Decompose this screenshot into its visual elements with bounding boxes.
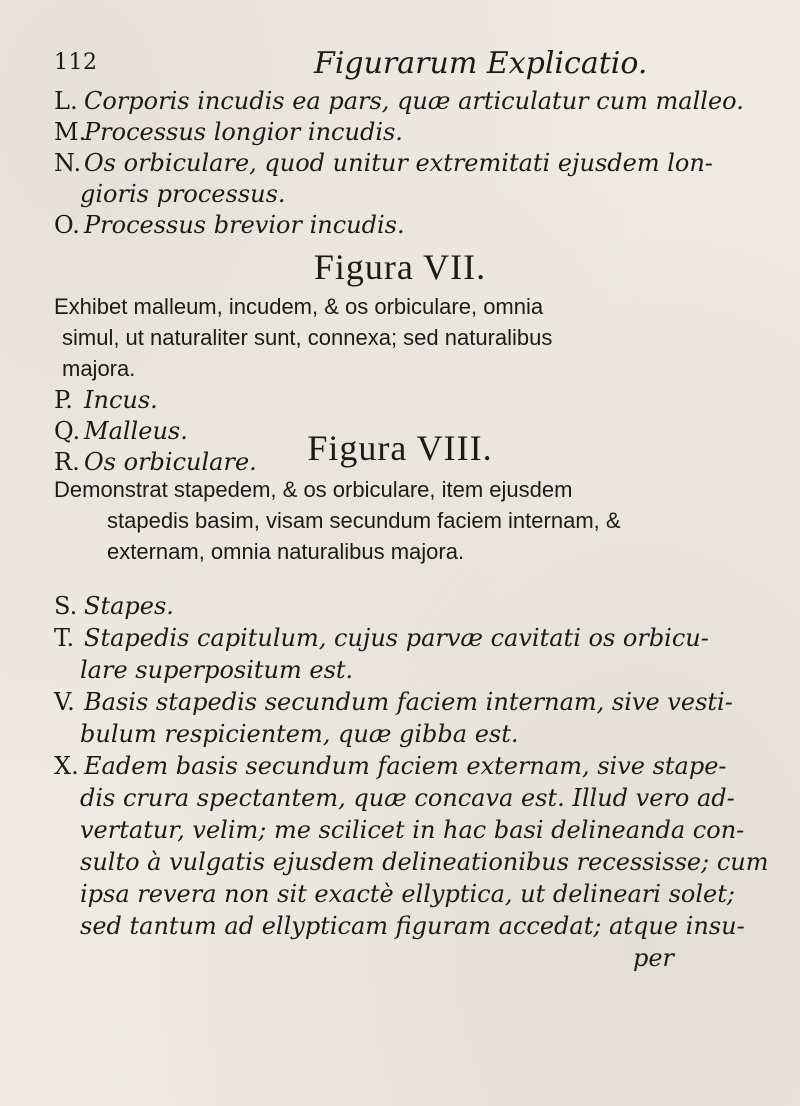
legend-entry-p [54, 385, 764, 416]
entry-letter: T. [54, 624, 75, 652]
entry-text: sed tantum ad ellypticam figuram accedat; atque insu- [80, 912, 745, 940]
legend-entry-x [54, 750, 764, 782]
legend-list-top [54, 86, 764, 241]
entry-letter: X. [54, 752, 79, 780]
catchword [54, 942, 764, 974]
legend-entry-x-continued [54, 846, 769, 878]
entry-letter: O. [54, 211, 80, 239]
legend-entry-n-continued [54, 179, 764, 210]
legend-entry-v [54, 686, 764, 718]
entry-text: Eadem basis secundum faciem externam, sive stape- [84, 752, 727, 780]
legend-entry-t [54, 622, 764, 654]
figure-8-legend [54, 590, 769, 974]
legend-entry-x-continued [54, 910, 764, 942]
legend-entry-o [54, 210, 764, 241]
entry-letter: S. [54, 592, 78, 620]
entry-letter: N. [54, 149, 82, 177]
running-title: Figurarum Explicatio. [314, 46, 648, 81]
figure-8-heading: Figura VIII. [307, 428, 493, 468]
legend-entry-v-continued [54, 718, 764, 750]
entry-text: Basis stapedis secundum faciem internam, sive vesti- [84, 688, 733, 716]
paragraph-line: stapedis basim, visam secundum faciem internam, & [107, 508, 621, 533]
entry-letter: L. [54, 87, 78, 115]
entry-text: Processus brevior incudis. [84, 211, 405, 239]
figure-7-heading: Figura VII. [313, 247, 487, 287]
entry-text: sulto à vulgatis ejusdem delineationibus recessisse; cum [80, 848, 769, 876]
entry-text: Corporis incudis ea pars, quæ articulatur cum malleo. [84, 87, 744, 115]
entry-text: gioris processus. [80, 180, 286, 208]
paragraph-line: simul, ut naturaliter sunt, connexa; sed naturalibus [62, 325, 553, 350]
figure-7-description [54, 291, 552, 384]
entry-text: Stapes. [84, 592, 174, 620]
entry-letter: R. [54, 448, 80, 476]
figure-8-description [54, 474, 621, 567]
legend-entry-l [54, 86, 764, 117]
entry-text: Incus. [84, 386, 158, 414]
entry-letter: P. [54, 386, 73, 414]
entry-text: Processus longior incudis. [84, 118, 403, 146]
page-number: 112 [54, 50, 98, 75]
entry-text: dis crura spectantem, quæ concava est. Illud vero ad- [80, 784, 735, 812]
paragraph-line: majora. [62, 356, 136, 381]
legend-entry-x-continued [54, 878, 764, 910]
page-header [54, 46, 754, 86]
paragraph-line: Demonstrat stapedem, & os orbiculare, item ejusdem [54, 477, 573, 502]
entry-text: ipsa revera non sit exactè ellyptica, ut delineari solet; [80, 880, 735, 908]
entry-text: vertatur, velim; me scilicet in hac basi delineanda con- [80, 816, 745, 844]
paragraph-line: externam, omnia naturalibus majora. [107, 539, 465, 564]
entry-text: Malleus. [84, 417, 188, 445]
legend-entry-t-continued [54, 654, 764, 686]
entry-text: lare superpositum est. [80, 656, 354, 684]
entry-text: Os orbiculare, quod unitur extremitati ejusdem lon- [84, 149, 713, 177]
entry-text: Stapedis capitulum, cujus parvæ cavitati os orbicu- [84, 624, 709, 652]
entry-letter: M. [54, 118, 87, 146]
entry-letter: Q. [54, 417, 81, 445]
paragraph-line: Exhibet malleum, incudem, & os orbiculare, omnia [54, 294, 544, 319]
entry-letter: V. [54, 688, 75, 716]
legend-entry-x-continued [54, 782, 764, 814]
legend-entry-s [54, 590, 764, 622]
legend-entry-n [54, 148, 764, 179]
legend-entry-x-continued [54, 814, 764, 846]
catchword-text: per [632, 944, 674, 972]
legend-entry-m [54, 117, 764, 148]
entry-text: bulum respicientem, quæ gibba est. [80, 720, 519, 748]
entry-text: Os orbiculare. [84, 448, 257, 476]
